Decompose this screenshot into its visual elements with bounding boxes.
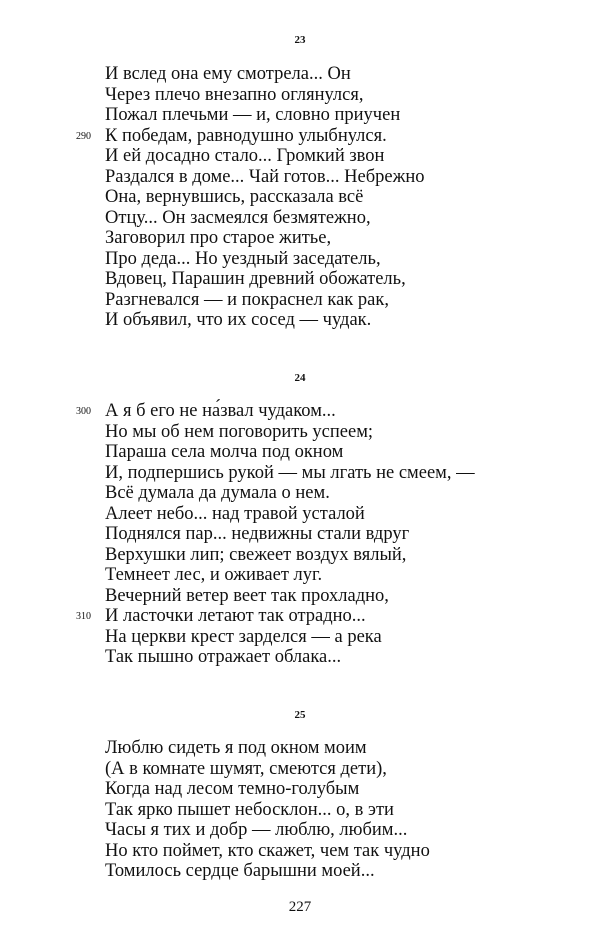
line-number: 290 <box>76 130 91 142</box>
verse-line <box>0 565 600 586</box>
verse-line-text: Алеет небо... над травой усталой <box>105 503 365 524</box>
verse-line-text: Так ярко пышет небосклон... о, в эти <box>105 799 394 820</box>
verse-line-text: Но кто поймет, кто скажет, чем так чудно <box>105 840 430 861</box>
verse-line <box>0 85 600 106</box>
verse-line <box>0 800 600 821</box>
verse-line <box>0 545 600 566</box>
verse-line-text: Разгневался — и покраснел как рак, <box>105 289 389 310</box>
verse-line-text: Всё думала да думала о нем. <box>105 483 330 503</box>
verse-line-text: Так пышно отражает облака... <box>105 647 342 667</box>
verse-line-text: Вдовец, Парашин древний обожатель, <box>105 269 406 289</box>
verse-line-text: Когда над лесом темно-голубым <box>105 779 360 799</box>
verse-line <box>0 606 600 627</box>
verse-line-text: И ей досадно стало... Громкий звон <box>105 146 385 166</box>
verse-line-text: Через плечо внезапно оглянулся, <box>105 84 364 105</box>
verse-line <box>0 861 600 882</box>
verse-line <box>0 627 600 648</box>
verse-line-text: Про деда... Но уездный заседатель, <box>105 248 381 269</box>
verse-line <box>0 249 600 270</box>
verse-line-text: Люблю сидеть я под окном моим <box>105 738 367 758</box>
verse-line <box>0 586 600 607</box>
verse-line <box>0 401 600 422</box>
line-number: 310 <box>76 611 91 622</box>
verse-line-text: Раздался в доме... Чай готов... Небрежно <box>105 166 425 187</box>
verse-line <box>0 167 600 188</box>
verse-line-text: Отцу... Он засмеялся безмятежно, <box>105 207 371 228</box>
verse-line <box>0 759 600 780</box>
page-number: 227 <box>288 899 312 915</box>
stanza-number-25: 25 <box>294 709 306 721</box>
stanza-24 <box>0 401 600 668</box>
verse-line-text: Верхушки лип; свежеет воздух вялый, <box>105 544 407 565</box>
verse-line-text: На церкви крест зарделся — а река <box>105 626 382 647</box>
stanza-25 <box>0 738 600 882</box>
verse-line <box>0 504 600 525</box>
verse-line <box>0 290 600 311</box>
verse-line <box>0 841 600 862</box>
verse-line-text: А я б его не на́звал чудаком... <box>105 401 336 421</box>
verse-line-text: Параша села молча под окном <box>105 442 344 462</box>
verse-line <box>0 126 600 147</box>
verse-line <box>0 208 600 229</box>
verse-line-text: Заговорил про старое житье, <box>105 228 332 248</box>
verse-line <box>0 422 600 443</box>
verse-line-text: И, подпершись рукой — мы лгать не смеем, — <box>105 462 475 483</box>
verse-line-text: И вслед она ему смотрела... Он <box>105 64 351 84</box>
verse-line <box>0 187 600 208</box>
verse-line <box>0 647 600 668</box>
verse-line <box>0 483 600 504</box>
verse-line <box>0 228 600 249</box>
verse-line <box>0 779 600 800</box>
verse-line-text: И объявил, что их сосед — чудак. <box>105 310 372 330</box>
stanza-23 <box>0 64 600 331</box>
verse-line-text: К победам, равнодушно улыбнулся. <box>105 125 387 146</box>
verse-line-text: Вечерний ветер веет так прохладно, <box>105 585 389 606</box>
line-number: 300 <box>76 406 91 417</box>
verse-line <box>0 442 600 463</box>
verse-line-text: Темнеет лес, и оживает луг. <box>105 565 323 585</box>
verse-line-text: И ласточки летают так отрадно... <box>105 606 366 626</box>
stanza-number-24: 24 <box>294 372 306 384</box>
stanza-number-23: 23 <box>294 34 306 46</box>
verse-line-text: Но мы об нем поговорить успеем; <box>105 421 374 442</box>
verse-line-text: Пожал плечьми — и, словно приучен <box>105 105 401 125</box>
verse-line <box>0 146 600 167</box>
verse-line-text: Томилось сердце барышни моей... <box>105 861 375 881</box>
verse-line-text: Часы я тих и добр — люблю, любим... <box>105 820 408 840</box>
verse-line <box>0 820 600 841</box>
verse-line-text: (А в комнате шумят, смеются дети), <box>105 758 387 779</box>
verse-line-text: Она, вернувшись, рассказала всё <box>105 187 364 207</box>
verse-line <box>0 105 600 126</box>
verse-line <box>0 269 600 290</box>
verse-line <box>0 310 600 331</box>
verse-line <box>0 738 600 759</box>
verse-line-text: Поднялся пар... недвижны стали вдруг <box>105 524 410 544</box>
verse-line <box>0 463 600 484</box>
verse-line <box>0 64 600 85</box>
verse-line <box>0 524 600 545</box>
